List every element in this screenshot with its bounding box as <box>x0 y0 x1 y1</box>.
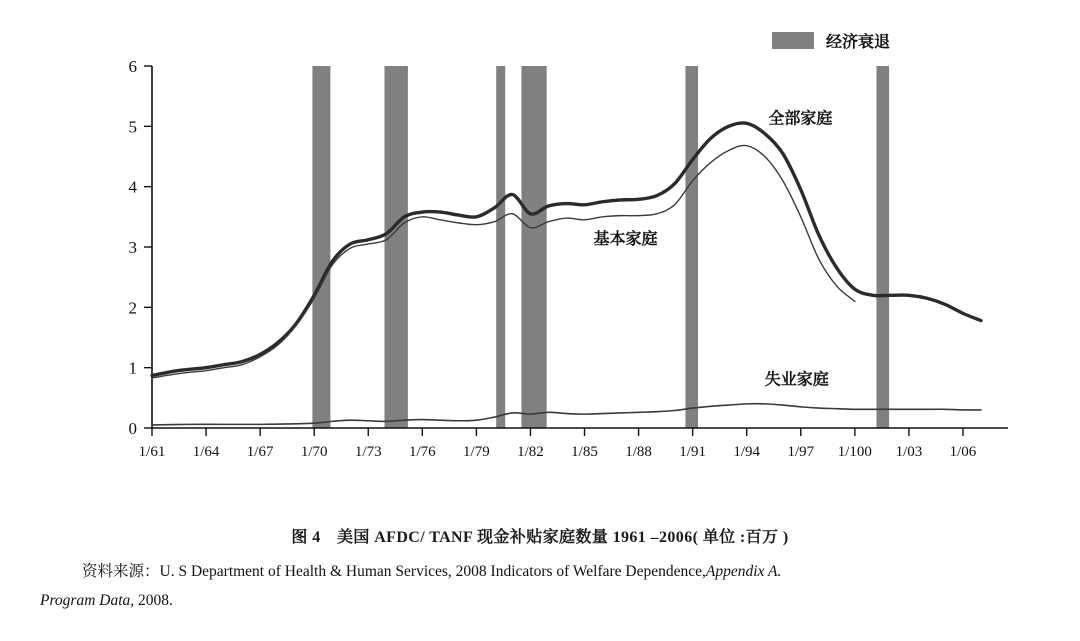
y-tick-label: 5 <box>128 117 137 137</box>
source-text-a: ：U. S Department of Health & Human Services, 2008 Indicators of Welfare Dependence, <box>144 563 706 580</box>
line-chart-svg <box>60 18 1020 498</box>
x-axis-ticks <box>139 428 977 460</box>
x-tick-label: 1/64 <box>192 444 220 460</box>
x-tick-label: 1/97 <box>787 444 815 460</box>
y-tick-label: 4 <box>128 177 137 197</box>
series-line-失业家庭 <box>152 404 981 425</box>
y-tick-label: 3 <box>128 238 137 257</box>
x-tick-label: 1/79 <box>463 444 490 460</box>
figure-source <box>0 558 1080 615</box>
recession-band-4 <box>521 66 546 428</box>
x-tick-label: 1/100 <box>837 444 872 460</box>
x-tick-label: 1/88 <box>625 444 652 460</box>
y-tick-label: 1 <box>128 358 137 378</box>
series-label-基本家庭: 基本家庭 <box>593 230 658 248</box>
y-tick-label: 2 <box>128 298 137 318</box>
recession-band-5 <box>685 66 698 428</box>
x-tick-label: 1/76 <box>408 444 436 460</box>
source-text-italic-b: Program Data <box>40 591 131 609</box>
x-tick-label: 1/73 <box>354 444 382 460</box>
source-text-italic-a: Appendix A. <box>705 563 782 580</box>
recession-band-1 <box>312 66 330 428</box>
series-line-全部家庭 <box>152 123 981 376</box>
recession-band-2 <box>384 66 407 428</box>
x-tick-label: 1/70 <box>300 444 328 460</box>
y-tick-label: 0 <box>128 419 137 438</box>
series-annotations-group <box>594 108 833 388</box>
recession-band-3 <box>496 66 505 428</box>
x-tick-label: 1/91 <box>679 444 706 460</box>
x-tick-label: 1/67 <box>246 444 274 460</box>
x-tick-label: 1/82 <box>517 444 544 460</box>
legend-label-recession: 经济衰退 <box>826 34 891 51</box>
source-prefix: 资料来源 <box>82 563 145 580</box>
chart-legend <box>772 32 890 51</box>
recession-band-6 <box>876 66 889 428</box>
x-tick-label: 1/61 <box>138 444 166 460</box>
legend-swatch-recession <box>772 32 814 49</box>
chart-plot-area <box>60 18 1020 498</box>
x-tick-label: 1/03 <box>895 444 923 460</box>
x-tick-label: 1/85 <box>571 444 598 460</box>
y-axis-ticks <box>129 57 153 438</box>
x-tick-label: 1/06 <box>949 444 977 460</box>
chart-series-group <box>152 123 981 425</box>
x-tick-label: 1/94 <box>733 444 761 460</box>
y-tick-label: 6 <box>128 57 137 76</box>
figure-caption: 图 4 美国 AFDC/ TANF 现金补贴家庭数量 1961 –2006( 单位 :百万 ) <box>291 529 789 546</box>
series-label-失业家庭: 失业家庭 <box>764 371 829 389</box>
source-text-b: , 2008. <box>130 591 173 609</box>
series-label-全部家庭: 全部家庭 <box>768 110 833 128</box>
